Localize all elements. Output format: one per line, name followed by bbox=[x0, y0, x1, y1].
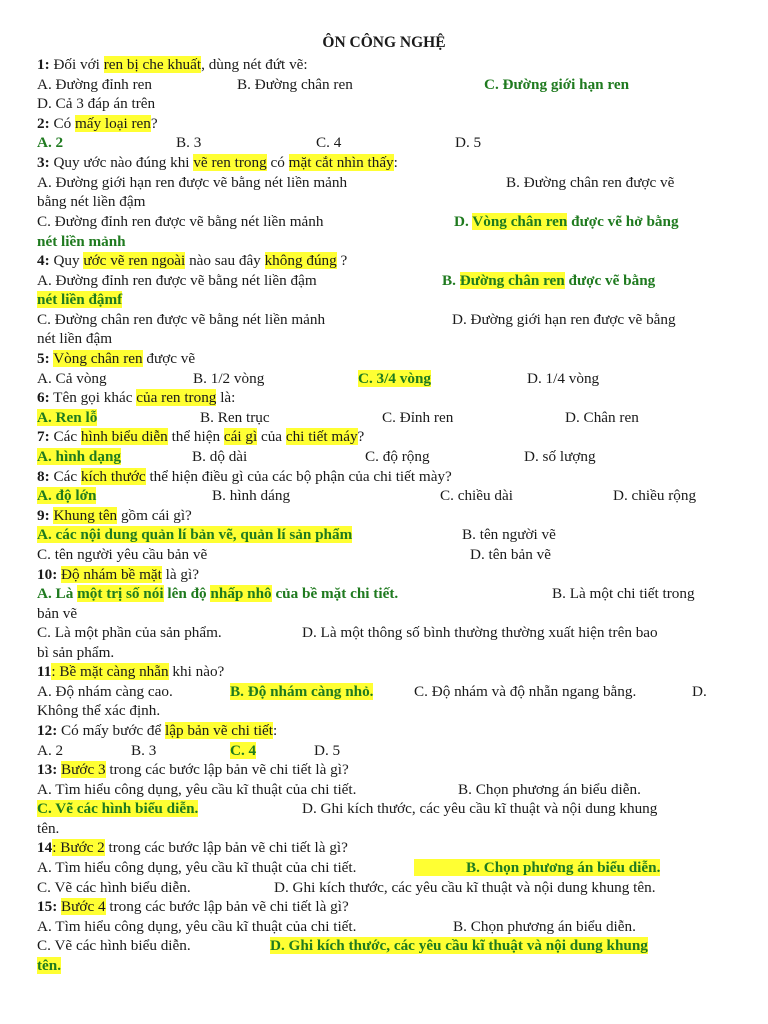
q6-option-d: D. Chân ren bbox=[565, 409, 639, 426]
question-15: 15: Bước 4 trong các bước lập bản vẽ chi tiết là gì? bbox=[37, 898, 349, 915]
q10-option-a-answer: A. Là một trị số nói lên độ nhấp nhô của bề mặt chi tiết. bbox=[37, 585, 399, 602]
q13-option-a: A. Tìm hiểu công dụng, yêu cầu kĩ thuật của chi tiết. bbox=[37, 781, 357, 798]
question-7: 7: Các hình biểu diễn thể hiện cái gì của chi tiết máy? bbox=[37, 428, 365, 445]
q4-option-b-cont: nét liền đậmf bbox=[37, 291, 123, 308]
question-12: 12: Có mấy bước để lập bản vẽ chi tiết: bbox=[37, 722, 278, 739]
q15-option-d-answer: D. Ghi kích thước, các yêu cầu kĩ thuật và nội dung khung bbox=[270, 937, 648, 954]
q14-option-a: A. Tìm hiểu công dụng, yêu cầu kĩ thuật của chi tiết. bbox=[37, 859, 357, 876]
question-10: 10: Độ nhám bề mặt là gì? bbox=[37, 566, 199, 583]
question-6: 6: Tên gọi khác của ren trong là: bbox=[37, 389, 236, 406]
q12-option-d: D. 5 bbox=[314, 742, 341, 759]
q11-option-d-cont: Không thể xác định. bbox=[37, 702, 161, 719]
q15-option-d-cont: tên. bbox=[37, 957, 62, 974]
q6-option-b: B. Ren trục bbox=[200, 409, 270, 426]
q2-option-b: B. 3 bbox=[176, 134, 202, 151]
q11-option-a: A. Độ nhám càng cao. bbox=[37, 683, 173, 700]
q10-option-d: D. Là một thông số bình thường thường xuất hiện trên bao bbox=[302, 624, 658, 641]
q5-option-a: A. Cả vòng bbox=[37, 370, 107, 387]
q9-option-b: B. tên người vẽ bbox=[462, 526, 556, 543]
q3-option-b-cont: bằng nét liền đậm bbox=[37, 193, 146, 210]
q12-option-c-answer: C. 4 bbox=[230, 742, 257, 759]
q13-option-b: B. Chọn phương án biểu diễn. bbox=[458, 781, 641, 798]
q5-option-d: D. 1/4 vòng bbox=[527, 370, 600, 387]
q4-option-d-cont: nét liền đậm bbox=[37, 330, 113, 347]
q3-option-a: A. Đường giới hạn ren được vẽ bằng nét liền mảnh bbox=[37, 174, 348, 191]
q12-option-a: A. 2 bbox=[37, 742, 64, 759]
q2-option-a-answer: A. 2 bbox=[37, 134, 64, 151]
q13-option-d-cont: tên. bbox=[37, 820, 60, 837]
q10-option-b: B. Là một chi tiết trong bbox=[552, 585, 695, 602]
question-1: 1: Đối với ren bị che khuất, dùng nét đứt vẽ: bbox=[37, 56, 308, 73]
q11-option-c: C. Độ nhám và độ nhẵn ngang bằng. bbox=[414, 683, 637, 700]
q1-option-c-answer: C. Đường giới hạn ren bbox=[484, 76, 630, 93]
q6-option-c: C. Đỉnh ren bbox=[382, 409, 454, 426]
q1-option-a: A. Đường đỉnh ren bbox=[37, 76, 152, 93]
q4-option-b-answer: B. Đường chân ren được vẽ bằng bbox=[442, 272, 656, 289]
q4-option-d: D. Đường giới hạn ren được vẽ bằng bbox=[452, 311, 676, 328]
q8-option-c: C. chiều dài bbox=[440, 487, 513, 504]
q8-option-d: D. chiều rộng bbox=[613, 487, 697, 504]
question-8: 8: Các kích thước thể hiện điều gì của các bộ phận của chi tiết mày? bbox=[37, 468, 452, 485]
q4-option-c: C. Đường chân ren được vẽ bằng nét liền mảnh bbox=[37, 311, 326, 328]
q8-option-b: B. hình dáng bbox=[212, 487, 291, 504]
q3-option-d-cont: nét liền mảnh bbox=[37, 233, 126, 250]
q13-option-c-answer: C. Vẽ các hình biểu diễn. bbox=[37, 800, 199, 817]
q10-option-b-cont: bản vẽ bbox=[37, 605, 78, 622]
q11-option-d: D. bbox=[692, 683, 707, 700]
q4-option-a: A. Đường đỉnh ren được vẽ bằng nét liền đậm bbox=[37, 272, 317, 289]
q6-option-a-answer: A. Ren lỗ bbox=[37, 409, 98, 426]
question-14: 14: Bước 2 trong các bước lập bản vẽ chi tiết là gì? bbox=[37, 839, 348, 856]
q10-option-d-cont: bì sản phẩm. bbox=[37, 644, 115, 661]
q5-option-c-answer: C. 3/4 vòng bbox=[358, 370, 431, 387]
q3-option-b: B. Đường chân ren được vẽ bbox=[506, 174, 675, 191]
question-5: 5: Vòng chân ren được vẽ bbox=[37, 350, 196, 367]
q3-option-c: C. Đường đỉnh ren được vẽ bằng nét liền mảnh bbox=[37, 213, 324, 230]
question-9: 9: Khung tên gồm cái gì? bbox=[37, 507, 192, 524]
q9-option-a-answer: A. các nội dung quản lí bản vẽ, quản lí sản phẩm bbox=[37, 526, 353, 543]
question-2: 2: Có mấy loại ren? bbox=[37, 115, 158, 132]
question-4: 4: Quy ước vẽ ren ngoài nào sau đây không đúng ? bbox=[37, 252, 348, 269]
q9-option-d: D. tên bản vẽ bbox=[470, 546, 551, 563]
q2-option-d: D. 5 bbox=[455, 134, 482, 151]
q9-option-c: C. tên người yêu cầu bản vẽ bbox=[37, 546, 208, 563]
q2-option-c: C. 4 bbox=[316, 134, 342, 151]
q11-option-b-answer: B. Độ nhám càng nhỏ. bbox=[230, 683, 374, 700]
question-13: 13: Bước 3 trong các bước lập bản vẽ chi tiết là gì? bbox=[37, 761, 349, 778]
q14-option-d: D. Ghi kích thước, các yêu cầu kĩ thuật và nội dung khung tên. bbox=[274, 879, 656, 896]
q12-option-b: B. 3 bbox=[131, 742, 157, 759]
q14-option-b-answer: B. Chọn phương án biểu diễn. bbox=[414, 858, 660, 878]
q5-option-b: B. 1/2 vòng bbox=[193, 370, 265, 387]
q15-option-b: B. Chọn phương án biểu diễn. bbox=[453, 918, 636, 935]
q7-option-c: C. độ rộng bbox=[365, 448, 430, 465]
q15-option-a: A. Tìm hiểu công dụng, yêu cầu kĩ thuật của chi tiết. bbox=[37, 918, 357, 935]
q15-option-c: C. Vẽ các hình biểu diễn. bbox=[37, 937, 191, 954]
q1-option-d: D. Cả 3 đáp án trên bbox=[37, 95, 156, 112]
q13-option-d: D. Ghi kích thước, các yêu cầu kĩ thuật và nội dung khung bbox=[302, 800, 658, 817]
q14-option-c: C. Vẽ các hình biểu diễn. bbox=[37, 879, 191, 896]
q7-option-d: D. số lượng bbox=[524, 448, 596, 465]
page-title: ÔN CÔNG NGHỆ bbox=[322, 34, 446, 51]
question-11: 11: Bề mặt càng nhẵn khi nào? bbox=[37, 663, 225, 680]
q7-option-a-answer: A. hình dạng bbox=[37, 448, 121, 465]
q7-option-b: B. dộ dài bbox=[192, 448, 248, 465]
question-3: 3: Quy ước nào đúng khi vẽ ren trong có mặt cắt nhìn thấy: bbox=[37, 154, 398, 171]
q8-option-a-answer: A. độ lớn bbox=[37, 487, 97, 504]
q10-option-c: C. Là một phần của sản phẩm. bbox=[37, 624, 222, 641]
q3-option-d-answer: D. Vòng chân ren được vẽ hở bằng bbox=[454, 213, 679, 230]
q1-option-b: B. Đường chân ren bbox=[237, 76, 353, 93]
